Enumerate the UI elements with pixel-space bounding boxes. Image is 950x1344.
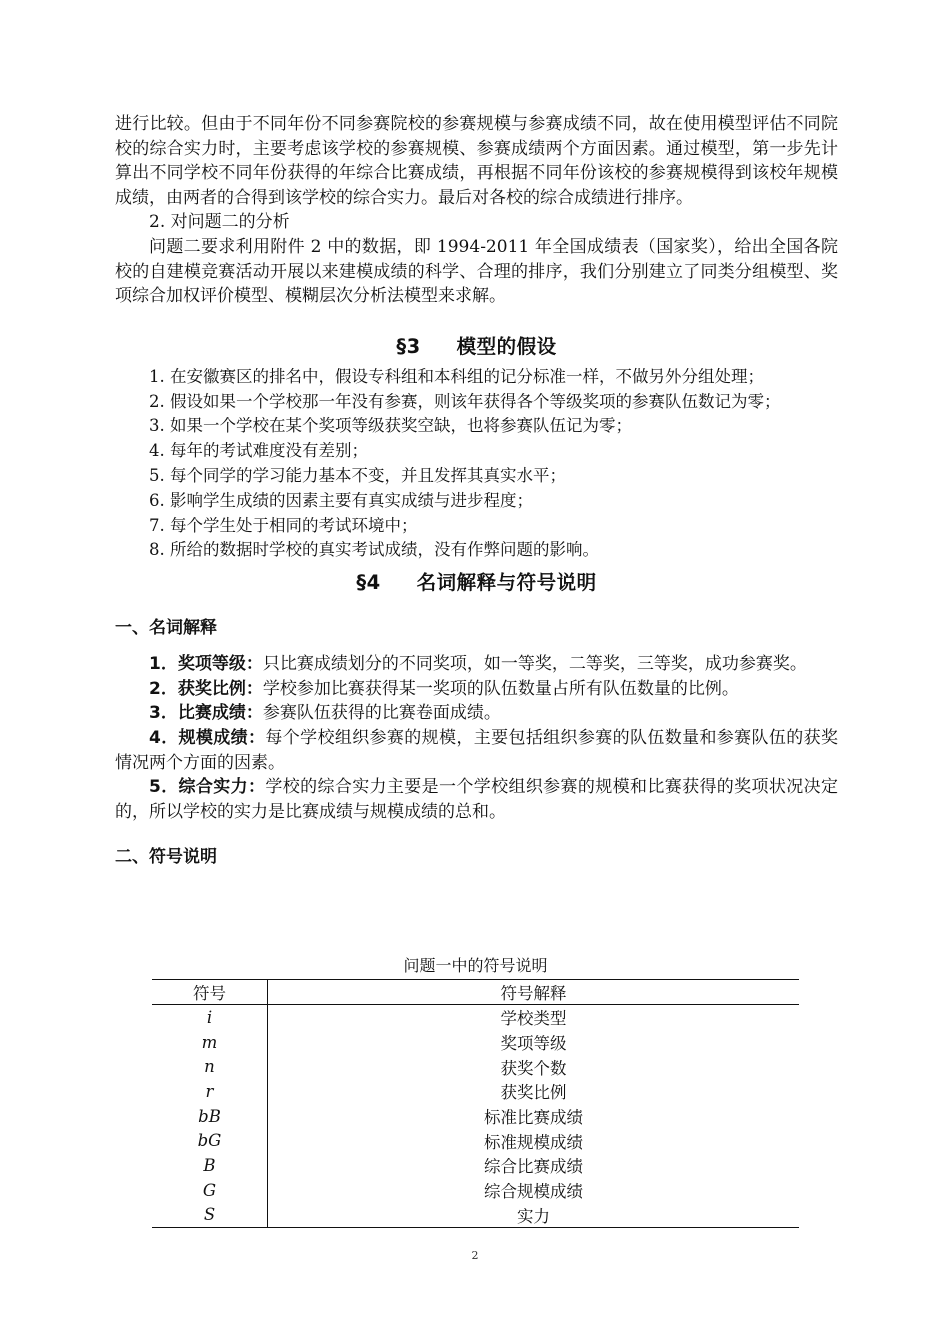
assumption-item: 6. 影响学生成绩的因素主要有真实成绩与进步程度；: [149, 490, 533, 510]
assumption-item: 5. 每个同学的学习能力基本不变，并且发挥其真实水平；: [149, 465, 566, 485]
meaning-cell: 实力: [268, 1203, 800, 1228]
meaning-cell: 获奖个数: [500, 1058, 567, 1078]
section3-title: 模型的假设: [456, 334, 557, 358]
document-body: [115, 112, 838, 867]
table-row: [152, 1030, 799, 1055]
term-label: 3．比赛成绩：: [149, 703, 263, 724]
symbol-cell: n: [152, 1054, 268, 1079]
term-item: [115, 701, 838, 726]
term-text: 每个学校组织参赛的规模，主要包括组织参赛的队伍数量和参赛队伍的获奖情况两个方面的因素。: [115, 727, 838, 773]
section3-number: §3: [396, 334, 421, 358]
assumption-list: [115, 365, 838, 563]
table-row: [152, 1153, 799, 1178]
term-item: [115, 652, 838, 677]
term-text: 学校参加比赛获得某一奖项的队伍数量占所有队伍数量的比例。: [262, 678, 739, 699]
table-row: [152, 1079, 799, 1104]
section4-title: 名词解释与符号说明: [416, 571, 597, 595]
terms-heading: 一、名词解释: [115, 618, 217, 639]
table-caption: 问题一中的符号说明: [403, 956, 548, 975]
symbols-heading: 二、符号说明: [115, 847, 217, 868]
term-text: 参赛队伍获得的比赛卷面成绩。: [262, 703, 501, 724]
table-header-meaning: 符号解释: [268, 980, 800, 1005]
table-row: [152, 1054, 799, 1079]
symbol-cell: r: [152, 1079, 268, 1104]
table-row: [152, 1128, 799, 1153]
symbol-table-block: [152, 955, 799, 1228]
section4-number: §4: [356, 571, 381, 595]
assumption-item: 3. 如果一个学校在某个奖项等级获奖空缺，也将参赛队伍记为零；: [149, 416, 632, 436]
table-row: [152, 1178, 799, 1203]
term-label: 2．获奖比例：: [149, 678, 263, 699]
symbol-cell: bG: [152, 1128, 268, 1153]
symbol-table: [152, 979, 799, 1228]
term-item: [115, 677, 838, 702]
meaning-cell: 综合比赛成绩: [484, 1157, 583, 1177]
table-row: [152, 1104, 799, 1129]
term-label: 5．综合实力：: [149, 777, 266, 798]
table-row: [152, 1203, 799, 1228]
meaning-cell: 学校类型: [500, 1009, 567, 1029]
intro-paragraph-2: 问题二要求利用附件 2 中的数据，即 1994-2011 年全国成绩表（国家奖），给出全国各院校的自建模竞赛活动开展以来建模成绩的科学、合理的排序，我们分别建立了同类分组模型、奖项综合加权评价模型、模糊层次分析法模型来求解。: [115, 236, 838, 307]
meaning-cell: 奖项等级: [500, 1034, 567, 1054]
symbol-cell: m: [152, 1030, 268, 1055]
symbol-cell: G: [152, 1178, 268, 1203]
term-list: [115, 652, 838, 824]
term-text: 只比赛成绩划分的不同奖项，如一等奖，二等奖，三等奖，成功参赛奖。: [262, 654, 807, 675]
symbol-cell: B: [152, 1153, 268, 1178]
table-header-symbol: 符号: [152, 980, 268, 1005]
term-label: 4．规模成绩：: [149, 727, 266, 748]
term-item: [115, 726, 838, 775]
symbol-cell: i: [152, 1005, 268, 1030]
table-row: [152, 1005, 799, 1030]
assumption-item: 4. 每年的考试难度没有差别；: [149, 441, 368, 461]
problem2-heading: 2. 对问题二的分析: [149, 212, 290, 233]
meaning-cell: 获奖比例: [500, 1083, 567, 1103]
meaning-cell: 标准规模成绩: [484, 1132, 583, 1152]
table-header-row: [152, 980, 799, 1005]
term-label: 1．奖项等级：: [149, 654, 263, 675]
symbol-cell: bB: [152, 1104, 268, 1129]
term-item: [115, 775, 838, 824]
meaning-cell: 标准比赛成绩: [484, 1108, 583, 1128]
assumption-item: 8. 所给的数据时学校的真实考试成绩，没有作弊问题的影响。: [149, 540, 599, 560]
section3-heading: [115, 331, 838, 359]
page-number: 2: [471, 1249, 479, 1262]
symbol-cell: S: [152, 1203, 268, 1228]
meaning-cell: 综合规模成绩: [484, 1182, 583, 1202]
intro-paragraph-1: 进行比较。但由于不同年份不同参赛院校的参赛规模与参赛成绩不同，故在使用模型评估不同院校的综合实力时，主要考虑该学校的参赛规模、参赛成绩两个方面因素。通过模型，第一步先计算出不同学校不同年份获得的年综合比赛成绩，再根据不同年份该校的参赛规模得到该校年规模成绩，由两者的合得到该学校的综合实力。最后对各校的综合成绩进行排序。: [115, 114, 838, 208]
assumption-item: 2. 假设如果一个学校那一年没有参赛，则该年获得各个等级奖项的参赛队伍数记为零；: [149, 391, 781, 411]
term-text: 学校的综合实力主要是一个学校组织参赛的规模和比赛获得的奖项状况决定的，所以学校的实力是比赛成绩与规模成绩的总和。: [115, 777, 838, 822]
assumption-item: 7. 每个学生处于相同的考试环境中；: [149, 515, 418, 535]
section4-heading: [115, 567, 838, 595]
assumption-item: 1. 在安徽赛区的排名中，假设专科组和本科组的记分标准一样，不做另外分组处理；: [149, 366, 764, 386]
